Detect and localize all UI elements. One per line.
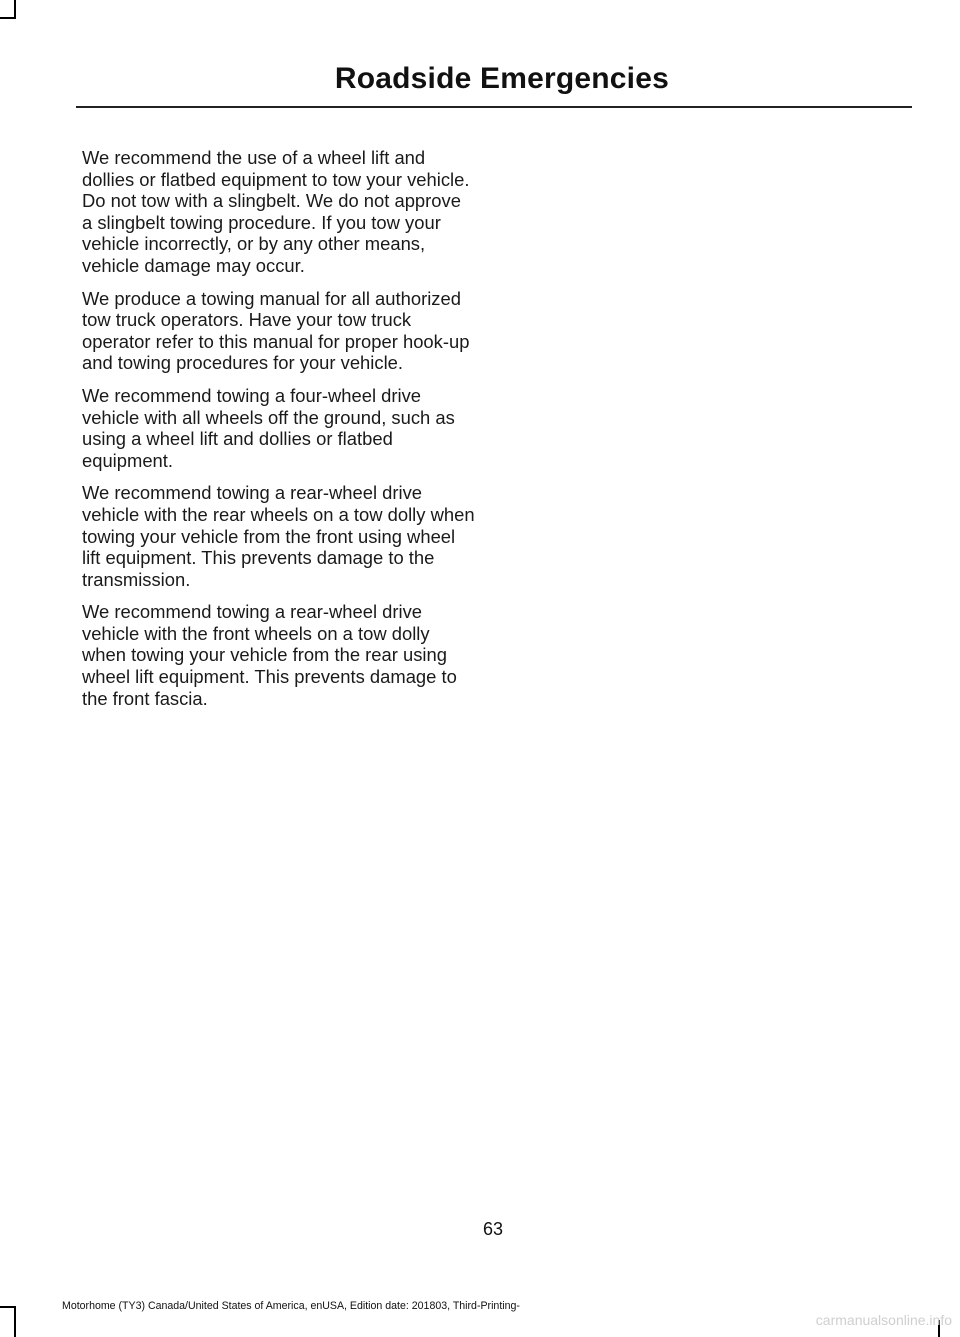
header-divider [76,106,912,108]
crop-mark-top-left-horizontal [0,17,16,19]
crop-mark-bottom-left-horizontal [0,1306,16,1308]
paragraph-rear-wheel-drive-rear-tow: We recommend towing a rear-wheel drive vehicle with the front wheels on a tow dolly when towing your vehicle from the rear using wheel lift equipment. This prevents damage to the front fascia. [82,601,457,709]
footer-edition-text: Motorhome (TY3) Canada/United States of America, enUSA, Edition date: 201803, Third-Printing- [62,1300,520,1312]
crop-mark-top-left-vertical [14,0,16,18]
page-title: Roadside Emergencies [334,62,669,95]
paragraph-four-wheel-drive: We recommend towing a four-wheel drive vehicle with all wheels off the ground, such as using a wheel lift and dollies or flatbed equipment. [82,384,455,471]
page-header [76,60,912,108]
body-text [82,147,476,720]
watermark: carmanualsonline.info [815,1312,952,1328]
paragraph-wheel-lift-recommendation: We recommend the use of a wheel lift and dollies or flatbed equipment to tow your vehicle. Do not tow with a slingbelt. We do not approve a slingbelt towing procedure. If you tow your vehicle incorrectly, or by any other means, vehicle damage may occur. [82,147,470,276]
page-number: 63 [482,1219,504,1239]
paragraph-rear-wheel-drive-front-tow: We recommend towing a rear-wheel drive vehicle with the rear wheels on a tow dolly when towing your vehicle from the front using wheel lift equipment. This prevents damage to the transmission. [82,482,475,590]
crop-mark-bottom-left-vertical [14,1306,16,1337]
paragraph-towing-manual: We produce a towing manual for all authorized tow truck operators. Have your tow truck operator refer to this manual for proper hook-up and towing procedures for your vehicle. [82,287,470,374]
